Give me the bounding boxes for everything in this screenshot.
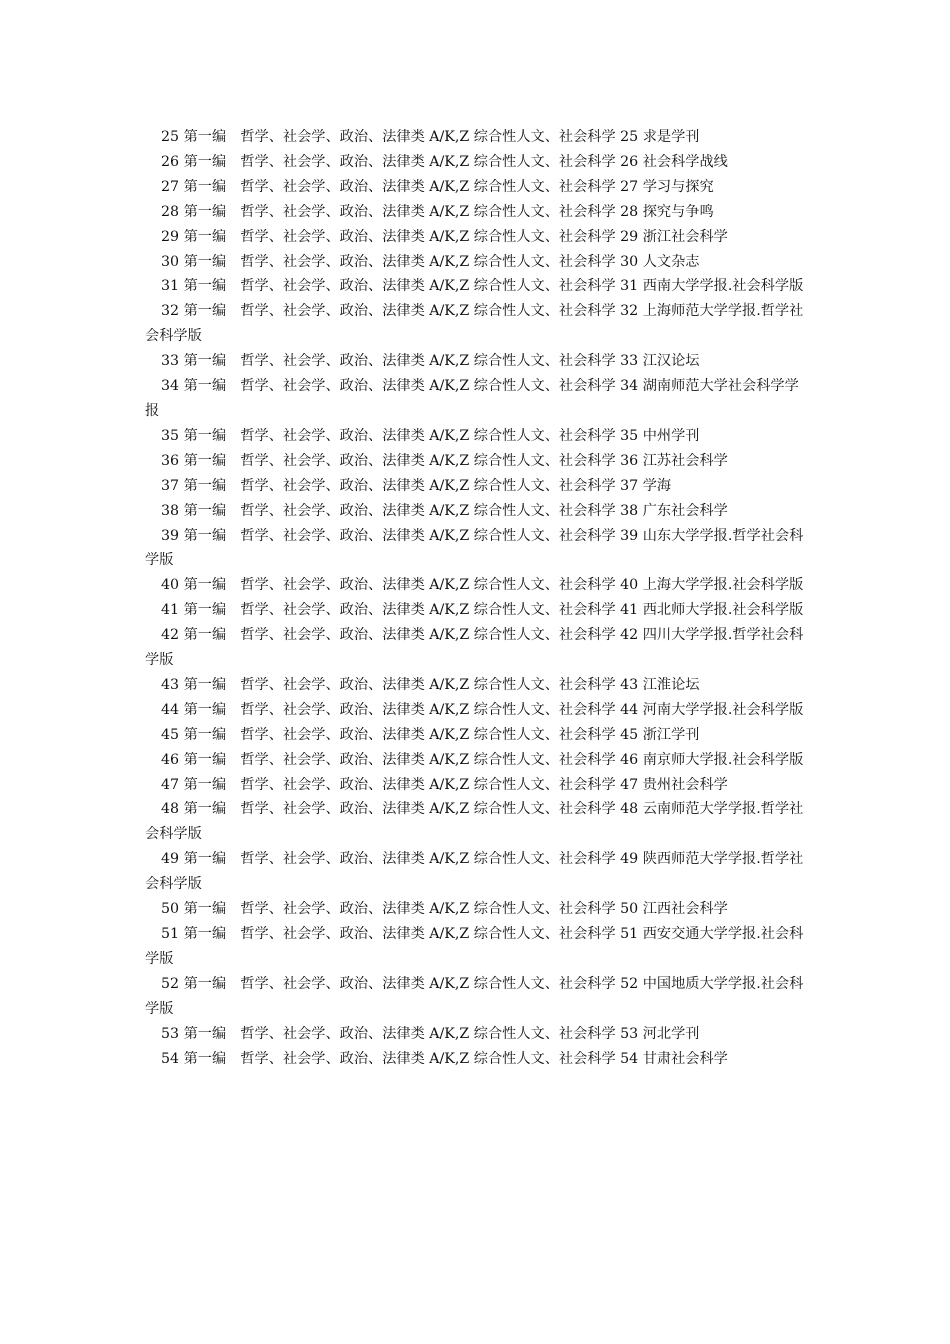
- list-item: 33 第一编 哲学、社会学、政治、法律类 A/K,Z 综合性人文、社会科学 33 江汉论坛: [161, 353, 700, 370]
- list-item: 40 第一编 哲学、社会学、政治、法律类 A/K,Z 综合性人文、社会科学 40 上海大学学报.社会科学版: [161, 577, 804, 594]
- list-item: 51 第一编 哲学、社会学、政治、法律类 A/K,Z 综合性人文、社会科学 51 西安交通大学学报.社会科学版: [145, 926, 804, 967]
- list-item: 43 第一编 哲学、社会学、政治、法律类 A/K,Z 综合性人文、社会科学 43 江淮论坛: [161, 676, 700, 693]
- list-item: 39 第一编 哲学、社会学、政治、法律类 A/K,Z 综合性人文、社会科学 39 山东大学学报.哲学社会科学版: [145, 527, 804, 569]
- list-item: 49 第一编 哲学、社会学、政治、法律类 A/K,Z 综合性人文、社会科学 49 陕西师范大学学报.哲学社会科学版: [145, 851, 804, 893]
- list-item: 47 第一编 哲学、社会学、政治、法律类 A/K,Z 综合性人文、社会科学 47 贵州社会科学: [161, 776, 728, 793]
- list-item: 31 第一编 哲学、社会学、政治、法律类 A/K,Z 综合性人文、社会科学 31 西南大学学报.社会科学版: [161, 278, 804, 295]
- list-item: 28 第一编 哲学、社会学、政治、法律类 A/K,Z 综合性人文、社会科学 28 探究与争鸣: [161, 203, 714, 220]
- document-body: [145, 125, 810, 1071]
- list-item: 53 第一编 哲学、社会学、政治、法律类 A/K,Z 综合性人文、社会科学 53 河北学刊: [161, 1025, 700, 1042]
- list-item: 44 第一编 哲学、社会学、政治、法律类 A/K,Z 综合性人文、社会科学 44 河南大学学报.社会科学版: [161, 701, 804, 718]
- list-item: 29 第一编 哲学、社会学、政治、法律类 A/K,Z 综合性人文、社会科学 29 浙江社会科学: [161, 228, 728, 245]
- list-item: 38 第一编 哲学、社会学、政治、法律类 A/K,Z 综合性人文、社会科学 38 广东社会科学: [161, 502, 728, 519]
- list-item: 50 第一编 哲学、社会学、政治、法律类 A/K,Z 综合性人文、社会科学 50 江西社会科学: [161, 901, 728, 918]
- list-item: 42 第一编 哲学、社会学、政治、法律类 A/K,Z 综合性人文、社会科学 42 四川大学学报.哲学社会科学版: [145, 627, 804, 669]
- list-item: 27 第一编 哲学、社会学、政治、法律类 A/K,Z 综合性人文、社会科学 27 学习与探究: [161, 178, 714, 195]
- list-item: 46 第一编 哲学、社会学、政治、法律类 A/K,Z 综合性人文、社会科学 46 南京师大学报.社会科学版: [161, 751, 804, 768]
- list-item: 41 第一编 哲学、社会学、政治、法律类 A/K,Z 综合性人文、社会科学 41 西北师大学报.社会科学版: [161, 602, 804, 619]
- list-item: 25 第一编 哲学、社会学、政治、法律类 A/K,Z 综合性人文、社会科学 25 求是学刊: [161, 129, 700, 145]
- list-item: 26 第一编 哲学、社会学、政治、法律类 A/K,Z 综合性人文、社会科学 26 社会科学战线: [161, 153, 728, 170]
- list-item: 30 第一编 哲学、社会学、政治、法律类 A/K,Z 综合性人文、社会科学 30 人文杂志: [161, 253, 700, 270]
- list-item: 48 第一编 哲学、社会学、政治、法律类 A/K,Z 综合性人文、社会科学 48 云南师范大学学报.哲学社会科学版: [145, 801, 804, 843]
- list-item: 37 第一编 哲学、社会学、政治、法律类 A/K,Z 综合性人文、社会科学 37 学海: [161, 477, 672, 494]
- list-item: 54 第一编 哲学、社会学、政治、法律类 A/K,Z 综合性人文、社会科学 54 甘肃社会科学: [161, 1050, 728, 1067]
- list-item: 36 第一编 哲学、社会学、政治、法律类 A/K,Z 综合性人文、社会科学 36 江苏社会科学: [161, 452, 728, 469]
- list-item: 35 第一编 哲学、社会学、政治、法律类 A/K,Z 综合性人文、社会科学 35 中州学刊: [161, 427, 700, 444]
- list-item: 34 第一编 哲学、社会学、政治、法律类 A/K,Z 综合性人文、社会科学 34 湖南师范大学社会科学学报: [145, 378, 799, 419]
- list-item: 52 第一编 哲学、社会学、政治、法律类 A/K,Z 综合性人文、社会科学 52 中国地质大学学报.社会科学版: [145, 975, 804, 1017]
- list-item: 45 第一编 哲学、社会学、政治、法律类 A/K,Z 综合性人文、社会科学 45 浙江学刊: [161, 726, 700, 743]
- list-item: 32 第一编 哲学、社会学、政治、法律类 A/K,Z 综合性人文、社会科学 32 上海师范大学学报.哲学社会科学版: [145, 303, 804, 345]
